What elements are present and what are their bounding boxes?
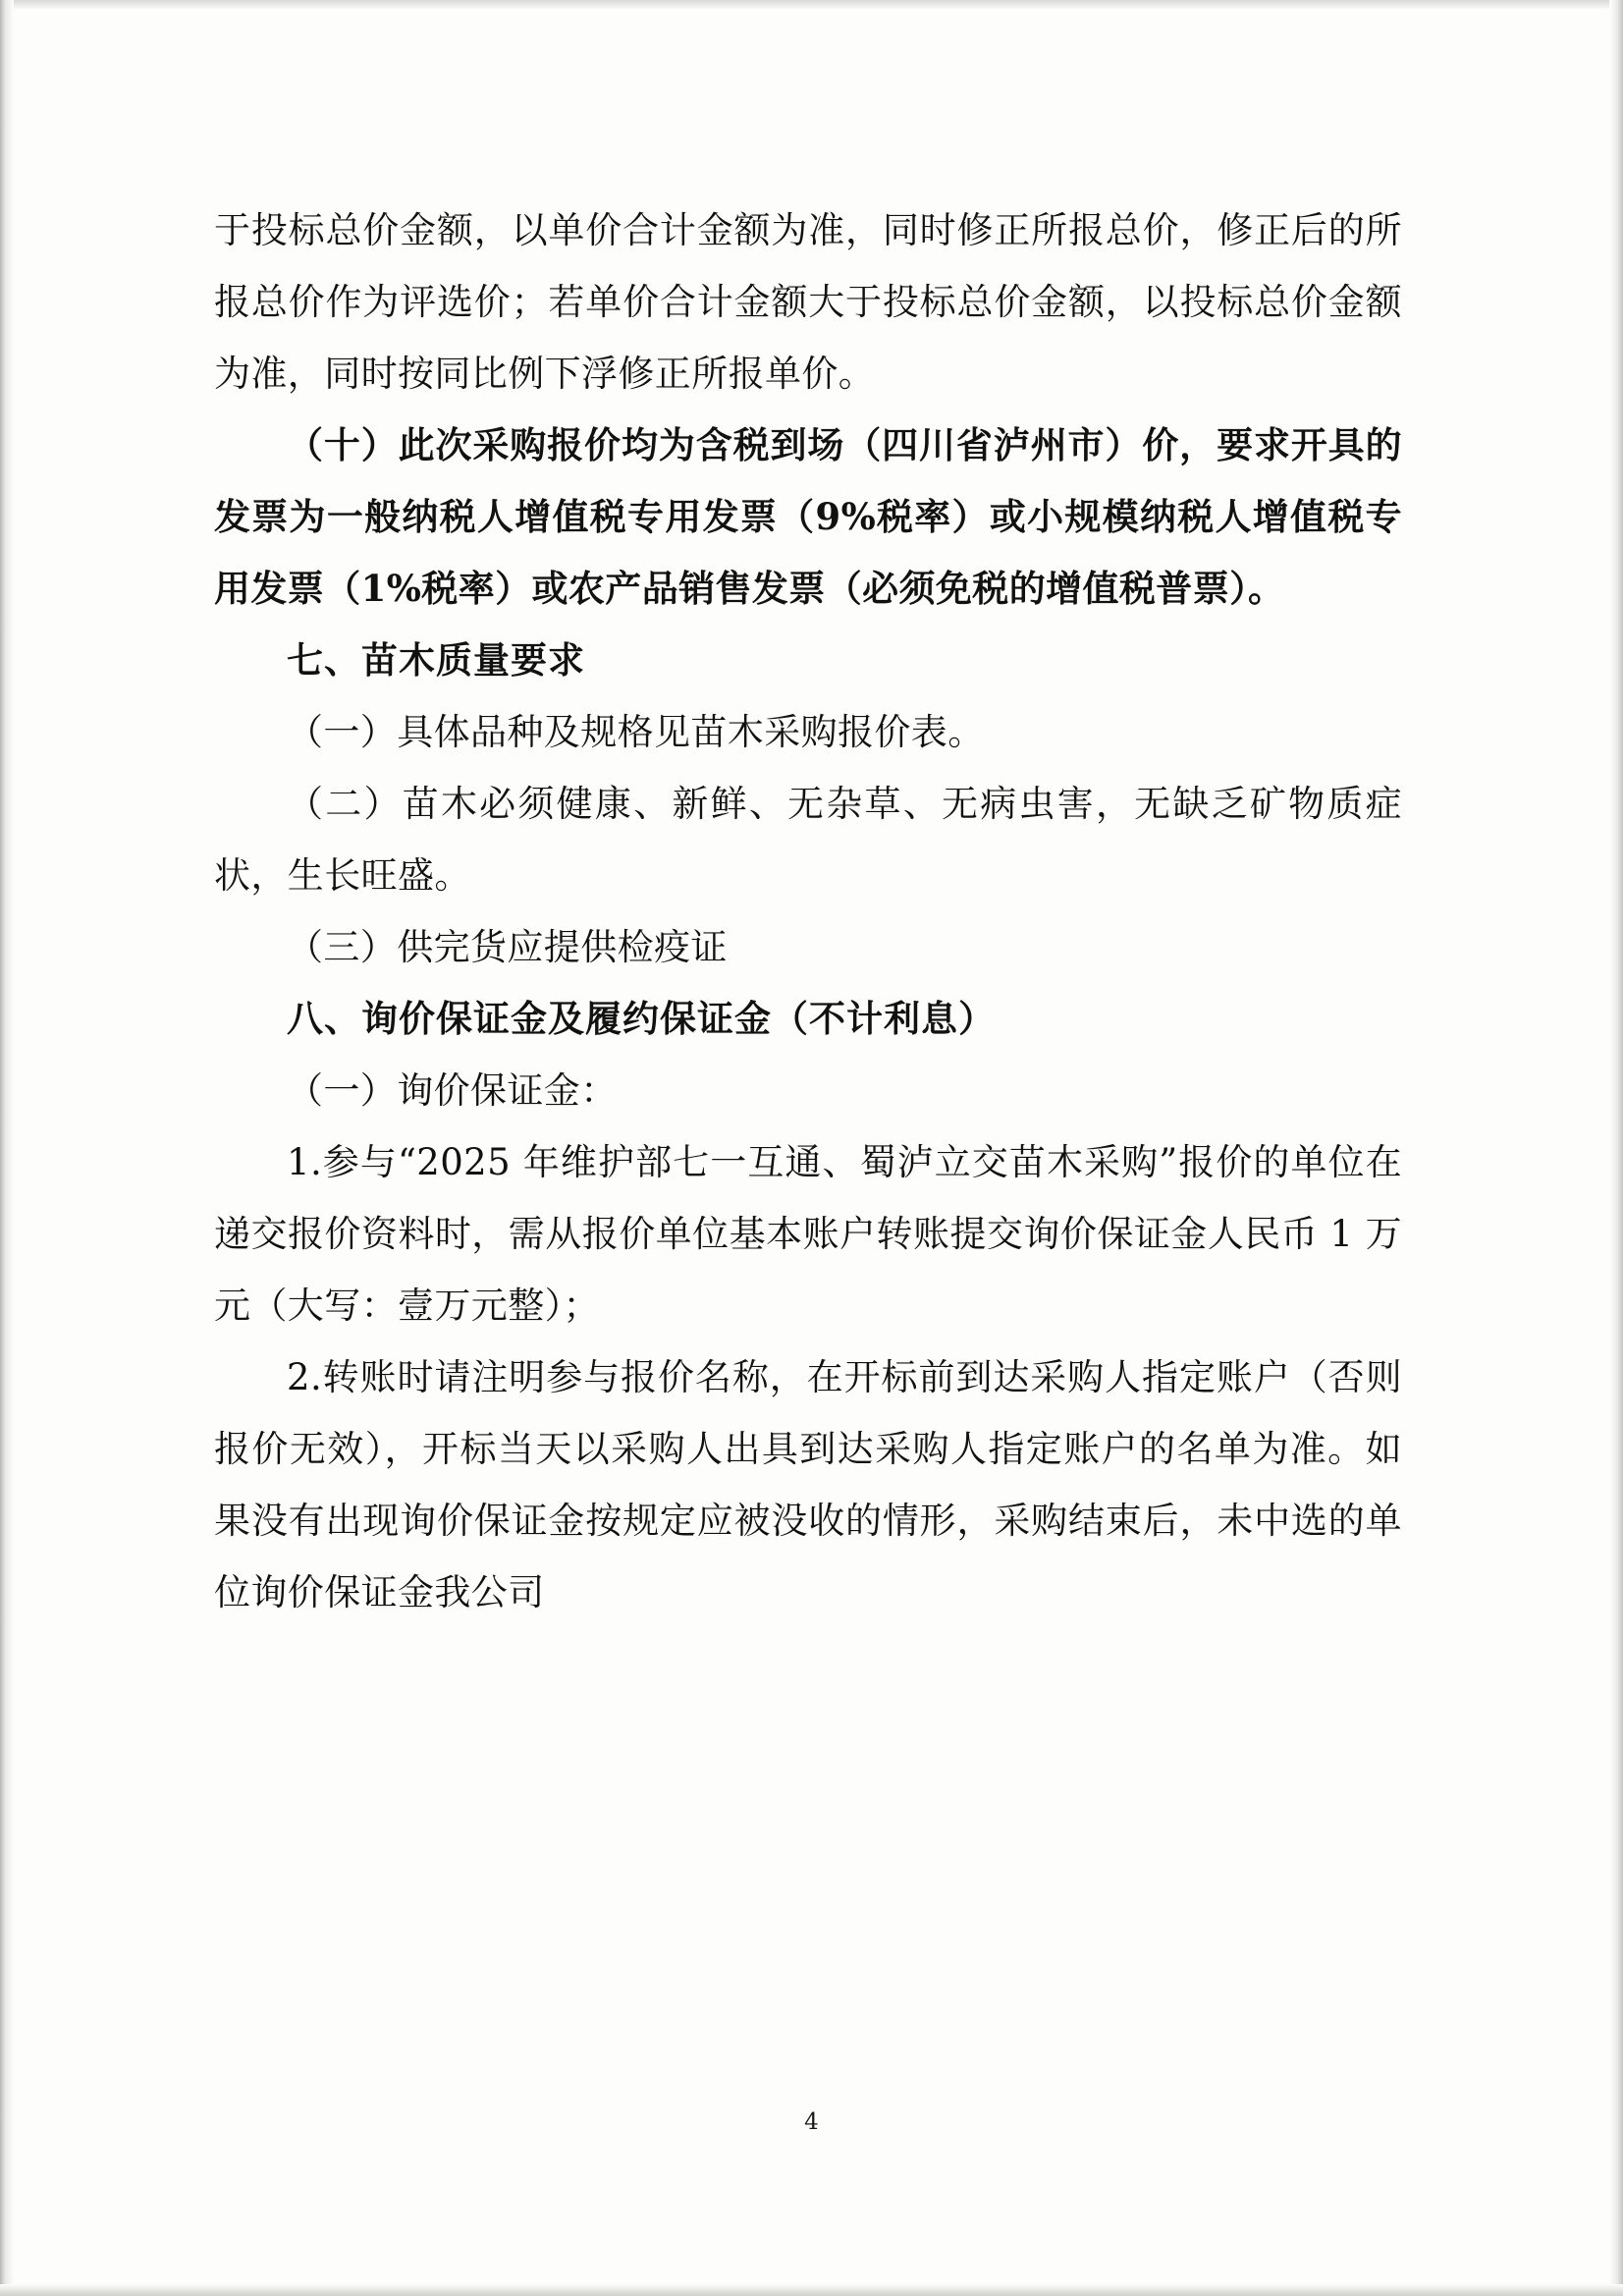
page-edge-top <box>0 0 1623 10</box>
paragraph-8-1-2: 2.转账时请注明参与报价名称，在开标前到达采购人指定账户（否则报价无效），开标当天以采购人出具到达采购人指定账户的名单为准。如果没有出现询价保证金按规定应被没收的情形，采购结束后，未中选的单位询价保证金我公司 <box>214 1356 1402 1613</box>
heading-deposit: 八、询价保证金及履约保证金（不计利息） <box>287 997 996 1040</box>
paragraph-7-3: （三）供完货应提供检疫证 <box>287 926 728 968</box>
paragraph-7-2: （二）苗木必须健康、新鲜、无杂草、无病虫害，无缺乏矿物质症状，生长旺盛。 <box>214 783 1402 897</box>
page-edge-right <box>1609 0 1623 2296</box>
page-edge-bottom <box>0 2284 1623 2296</box>
paragraph-item-10-tax: （十）此次采购报价均为含税到场（四川省泸州市）价，要求开具的发票为一般纳税人增值税专用发票（9%税率）或小规模纳税人增值税专用发票（1%税率）或农产品销售发票（必须免税的增值税普票）。 <box>214 423 1402 610</box>
heading-seedling-quality: 七、苗木质量要求 <box>287 638 585 682</box>
document-body <box>214 194 1402 1628</box>
paragraph-8-1: （一）询价保证金： <box>287 1069 618 1112</box>
paragraph-continued-bid-price: 于投标总价金额，以单价合计金额为准，同时修正所报总价，修正后的所报总价作为评选价；若单价合计金额大于投标总价金额，以投标总价金额为准，同时按同比例下浮修正所报单价。 <box>214 209 1402 395</box>
paragraph-8-1-1: 1.参与“2025 年维护部七一互通、蜀泸立交苗木采购”报价的单位在递交报价资料时，需从报价单位基本账户转账提交询价保证金人民币 1 万元（大写：壹万元整）； <box>214 1141 1402 1327</box>
page-edge-left <box>0 0 14 2296</box>
page-number: 4 <box>804 2109 819 2135</box>
paragraph-7-1: （一）具体品种及规格见苗木采购报价表。 <box>287 711 985 753</box>
